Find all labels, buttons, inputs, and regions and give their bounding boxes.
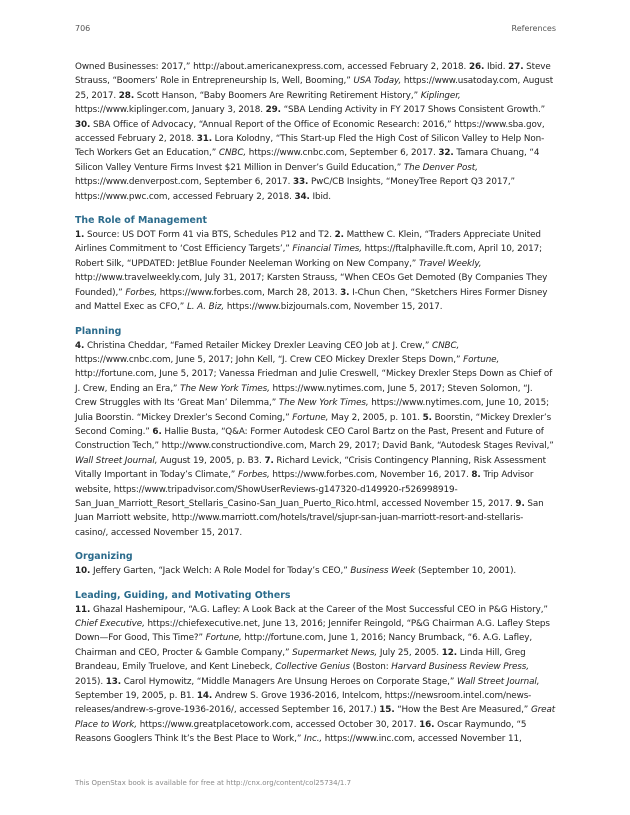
reference-text: Jeffery Garten, “Jack Welch: A Role Model for Today’s CEO,” xyxy=(90,566,351,577)
reference-text: Boorstin, “Mickey Drexler’s Second Coming.” xyxy=(75,412,552,437)
publication-title: CNBC, xyxy=(432,340,460,351)
publication-title: CNBC, xyxy=(218,148,247,159)
reference-text: San Juan Marriott website, http://www.marriott.com/hotels/travel/sjupr-san-juan-marriott-resort-and-stellaris-casino/, accessed November 15, 2017. xyxy=(75,498,544,538)
publication-title: The New York Times, xyxy=(180,383,270,394)
publication-title: Wall Street Journal, xyxy=(75,455,158,466)
reference-text: PwC/CB Insights, “MoneyTree Report Q3 2017,” https://www.pwc.com, accessed February 2, 2018. xyxy=(75,177,516,202)
section-heading-organizing: Organizing xyxy=(75,551,133,563)
reference-text: Ibid. xyxy=(309,191,331,202)
note-number: 34. xyxy=(294,191,310,202)
note-number: 32. xyxy=(438,148,454,159)
publication-title: Chief Executive, xyxy=(75,619,145,629)
reference-text: https://www.nytimes.com, June 10, 2015; Julia Boorstin. “Mickey Drexler’s Second Coming,” xyxy=(75,398,550,423)
reference-paragraph xyxy=(75,339,556,541)
reference-text: https://www.usatoday.com, August 25, 2017. xyxy=(75,76,554,101)
reference-text: Hallie Busta, “Q&A: Former Autodesk CEO Carol Bartz on the Past, Present and Future of Construction Tech,” http://www.constructiondive.com, March 29, 2017; David Bank, “Autodesk Stages Revival,” xyxy=(75,426,554,452)
reference-text: Owned Businesses: 2017,” http://about.americanexpress.com, accessed February 2, 2018. xyxy=(75,62,469,72)
publication-title: L. A. Biz, xyxy=(186,302,225,313)
publication-title: Harvard Business Review Press, xyxy=(391,662,529,673)
publication-title: The New York Times, xyxy=(278,398,369,409)
note-number: 13. xyxy=(105,676,122,687)
running-head: References xyxy=(511,24,556,33)
publication-title: Fortune, xyxy=(205,633,242,644)
note-number: 11. xyxy=(75,604,91,615)
note-number: 9. xyxy=(515,498,525,509)
reference-text: Richard Levick, “Crisis Contingency Planning, Risk Assessment Vitally Important in Today’s Climate,” xyxy=(75,455,546,481)
reference-text: https://www.bizjournals.com, November 15, 2017. xyxy=(224,302,443,313)
reference-text: Steve Strauss, “Boomers’ Role in Entrepreneurship Is, Well, Booming,” xyxy=(75,62,551,87)
note-number: 3. xyxy=(340,287,350,298)
note-number: 31. xyxy=(196,134,212,145)
publication-title: Wall Street Journal, xyxy=(457,676,540,687)
publication-title: Kiplinger, xyxy=(420,90,461,101)
note-number: 6. xyxy=(152,426,162,437)
note-number: 15. xyxy=(379,705,395,716)
note-number: 8. xyxy=(471,470,481,481)
publication-title: Great Place to Work, xyxy=(75,705,556,730)
publication-title: USA Today, xyxy=(353,76,402,87)
note-number: 16. xyxy=(419,719,435,730)
reference-text: Trip Advisor website, https://www.tripadvisor.com/ShowUserReviews-g147320-d149920-r526998919-San_Juan_Marriott_Resort_Stellaris_Casino-San_Juan_Puerto_Rico.html, accessed November 15, 2017. xyxy=(75,470,534,509)
note-number: 7. xyxy=(264,455,274,466)
page-number: 706 xyxy=(75,24,91,33)
reference-text: https://www.inc.com, accessed November 11, xyxy=(322,734,522,745)
reference-text: https://www.nytimes.com, June 5, 2017; Steven Solomon, “J. Crew Struggles with Its ‘Great Man’ Dilemma,” xyxy=(75,383,533,409)
note-number: 10. xyxy=(75,566,91,577)
reference-paragraph xyxy=(75,603,556,747)
reference-text: https://chiefexecutive.net, June 13, 2016; Jennifer Reingold, “P&G Chairman A.G. Lafley Steps Down—For Good, This Time?” xyxy=(75,619,550,644)
reference-text: SBA Office of Advocacy, “Annual Report of the Office of Economic Research: 2016,” https://www.sba.gov, accessed February 2, 2018. xyxy=(75,119,545,145)
reference-text: Source: US DOT Form 41 via BTS, Schedules P12 and T2. xyxy=(84,230,335,241)
reference-text: https://www.denverpost.com, September 6, 2017. xyxy=(75,177,293,188)
note-number: 33. xyxy=(292,177,309,188)
reference-text: May 2, 2005, p. 101. xyxy=(328,412,423,423)
reference-text: July 25, 2005. xyxy=(377,647,442,658)
reference-text: Lora Kolodny, “This Start-up Fled the High Cost of Silicon Valley to Help Non-Tech Workers Get an Education,” xyxy=(75,134,545,159)
reference-text: http://www.travelweekly.com, July 31, 2017; Karsten Strauss, “When CEOs Get Demoted (By Companies They Founded),” xyxy=(75,273,548,298)
publication-title: Fortune, xyxy=(463,354,500,365)
reference-text: I-Chun Chen, “Sketchers Hires Former Disney and Mattel Exec as CFO,” xyxy=(75,287,548,313)
reference-text: 2015). xyxy=(75,676,106,687)
note-number: 26. xyxy=(468,62,485,72)
reference-text: Oscar Raymundo, “5 Reasons Googlers Think It’s the Best Place to Work,” xyxy=(75,719,527,745)
note-number: 27. xyxy=(508,62,524,72)
reference-text: https://www.forbes.com, March 28, 2013. xyxy=(157,287,341,298)
reference-text: (September 10, 2001). xyxy=(415,566,517,577)
reference-text: https://ftalphaville.ft.com, April 10, 2017; Robert Silk, “UPDATED: JetBlue Founder Neeleman Working on New Company,” xyxy=(75,244,542,269)
footer-note: This OpenStax book is available for free at http://cnx.org/content/col25734/1.7 xyxy=(75,779,352,787)
reference-text: Carol Hymowitz, “Middle Managers Are Unsung Heroes on Corporate Stage,” xyxy=(121,676,458,687)
reference-paragraph xyxy=(75,564,556,578)
reference-text: http://fortune.com, June 1, 2016; Nancy Brumback, “6. A.G. Lafley, Chairman and CEO, Procter & Gamble Company,” xyxy=(75,633,533,658)
publication-title: Fortune, xyxy=(292,412,329,423)
reference-text: September 19, 2005, p. B1. xyxy=(75,691,197,702)
publication-title: Inc., xyxy=(303,734,323,745)
publication-title: Collective Genius xyxy=(275,662,350,673)
publication-title: The Denver Post, xyxy=(403,162,478,173)
reference-paragraph xyxy=(75,60,556,204)
reference-text: “How the Best Are Measured,” xyxy=(394,705,531,716)
reference-text: http://fortune.com, June 5, 2017; Vanessa Friedman and Julie Creswell, “Mickey Drexler Steps Down as Chief of J. Crew, Ending an Era,” xyxy=(75,369,553,394)
note-number: 12. xyxy=(441,647,458,658)
note-number: 28. xyxy=(118,90,135,101)
reference-text: “SBA Lending Activity in FY 2017 Shows Consistent Growth.” xyxy=(280,105,546,116)
reference-text: https://www.forbes.com, November 16, 2017. xyxy=(269,470,472,481)
note-number: 4. xyxy=(75,340,85,351)
note-number: 30. xyxy=(75,119,91,130)
reference-text: Tamara Chuang, “4 Silicon Valley Venture Firms Invest $21 Million in Denver’s Guild Education,” xyxy=(75,148,540,173)
references-content xyxy=(75,60,556,747)
note-number: 5. xyxy=(422,412,432,423)
reference-text: Christina Cheddar, “Famed Retailer Mickey Drexler Leaving CEO Job at J. Crew,” xyxy=(84,340,433,351)
section-heading-planning: Planning xyxy=(75,325,122,337)
reference-paragraph xyxy=(75,228,556,314)
reference-text: https://www.greatplacetowork.com, accessed October 30, 2017. xyxy=(137,719,420,730)
publication-title: Forbes, xyxy=(237,470,270,481)
publication-title: Business Week xyxy=(350,566,416,577)
reference-text: Ibid. xyxy=(484,62,509,72)
publication-title: Supermarket News, xyxy=(292,647,378,658)
reference-text: https://www.kiplinger.com, January 3, 2018. xyxy=(75,105,266,116)
reference-text: https://www.cnbc.com, June 5, 2017; John Kell, “J. Crew CEO Mickey Drexler Steps Down,” xyxy=(75,354,464,365)
reference-text: https://www.cnbc.com, September 6, 2017. xyxy=(246,148,439,159)
note-number: 29. xyxy=(265,105,281,116)
section-heading-leading: Leading, Guiding, and Motivating Others xyxy=(75,589,291,601)
note-number: 1. xyxy=(75,230,85,241)
reference-text: Matthew C. Klein, “Traders Appreciate United Airlines Commitment to ‘Cost Efficiency Targets’,” xyxy=(75,230,541,255)
reference-text: Scott Hanson, “Baby Boomers Are Rewriting Retirement History,” xyxy=(134,90,421,101)
reference-text: August 19, 2005, p. B3. xyxy=(157,455,265,466)
reference-text: Ghazal Hashemipour, “A.G. Lafley: A Look Back at the Career of the Most Successful CEO in P&G History,” xyxy=(90,604,548,615)
reference-text: Linda Hill, Greg Brandeau, Emily Truelove, and Kent Linebeck, xyxy=(75,647,526,673)
reference-text: Andrew S. Grove 1936-2016, Intelcom, https://newsroom.intel.com/news-releases/andrew-s-grove-1936-2016/, accessed September 16, 2017.) xyxy=(75,691,532,716)
note-number: 2. xyxy=(334,230,344,241)
section-heading-role-of-management: The Role of Management xyxy=(75,215,207,227)
note-number: 14. xyxy=(196,691,213,702)
publication-title: Forbes, xyxy=(125,287,158,298)
reference-text: (Boston: xyxy=(349,662,392,673)
publication-title: Travel Weekly, xyxy=(418,258,482,269)
publication-title: Financial Times, xyxy=(292,244,362,255)
